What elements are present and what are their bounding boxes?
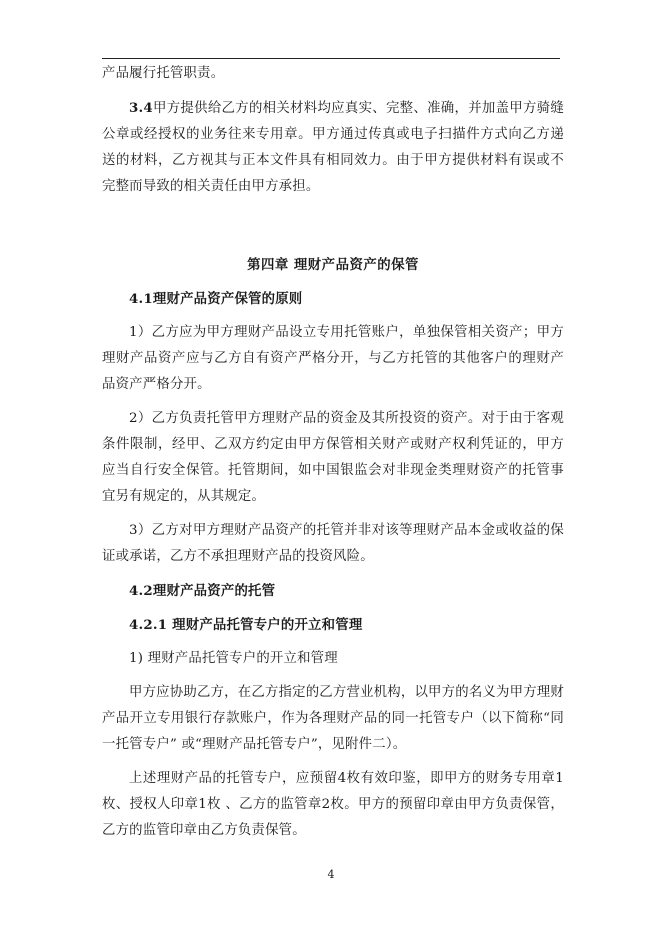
section-4-2-heading: 4.2理财产品资产的托管 — [129, 583, 276, 599]
header-rule — [102, 58, 560, 59]
section-4-1-item-1: 1）乙方应为甲方理财产品设立专用托管账户，单独保管相关资产；甲方理财产品资产应与乙方自有资产严格分开，与乙方托管的其他客户的理财产品资产严格分开。 — [102, 325, 564, 392]
section-4-1-item-2: 2）乙方负责托管甲方理财产品的资金及其所投资的资产。对于由于客观条件限制，经甲、乙双方约定由甲方保管相关财产或财产权利凭证的，甲方应当自行安全保管。托管期间，如中国银监会对非现金类理财资产的托管事宜另有规定的，从其规定。 — [102, 411, 564, 504]
section-4-2-1-heading: 4.2.1 理财产品托管专户的开立和管理 — [129, 617, 363, 633]
section-4-2-1-paragraph-2: 上述理财产品的托管专户，应预留4枚有效印鉴，即甲方的财务专用章1枚、授权人印章1枚 、乙方的监管章2枚。甲方的预留印章由甲方负责保管，乙方的监管印章由乙方负责保管。 — [102, 771, 564, 838]
page-number: 4 — [327, 868, 335, 881]
section-3-4-number: 3.4 — [129, 100, 153, 116]
section-4-2-1-paragraph-1: 甲方应协助乙方，在乙方指定的乙方营业机构，以甲方的名义为甲方理财产品开立专用银行存款账户，作为各理财产品的同一托管专户（以下简称“同一托管专户” 或“理财产品托管专户”，见附件二）。 — [102, 685, 564, 752]
section-3-4-paragraph — [102, 95, 564, 200]
section-3-4-text: 甲方提供给乙方的相关材料均应真实、完整、准确，并加盖甲方骑缝公章或经授权的业务往来专用章。甲方通过传真或电子扫描件方式向乙方递送的材料，乙方视其与正本文件具有相同效力。由于甲方提供材料有误或不完整而导致的相关责任由甲方承担。 — [102, 101, 564, 194]
continuation-paragraph: 产品履行托管职责。 — [102, 66, 225, 81]
chapter-title: 第四章 理财产品资产的保管 — [247, 257, 419, 273]
document-body — [102, 61, 564, 844]
section-4-2-1-subheading: 1) 理财产品托管专户的开立和管理 — [129, 651, 338, 666]
section-4-1-item-3: 3）乙方对甲方理财产品资产的托管并非对该等理财产品本金或收益的保证或承诺，乙方不承担理财产品的投资风险。 — [102, 523, 564, 564]
section-4-1-heading: 4.1理财产品资产保管的原则 — [129, 291, 303, 307]
